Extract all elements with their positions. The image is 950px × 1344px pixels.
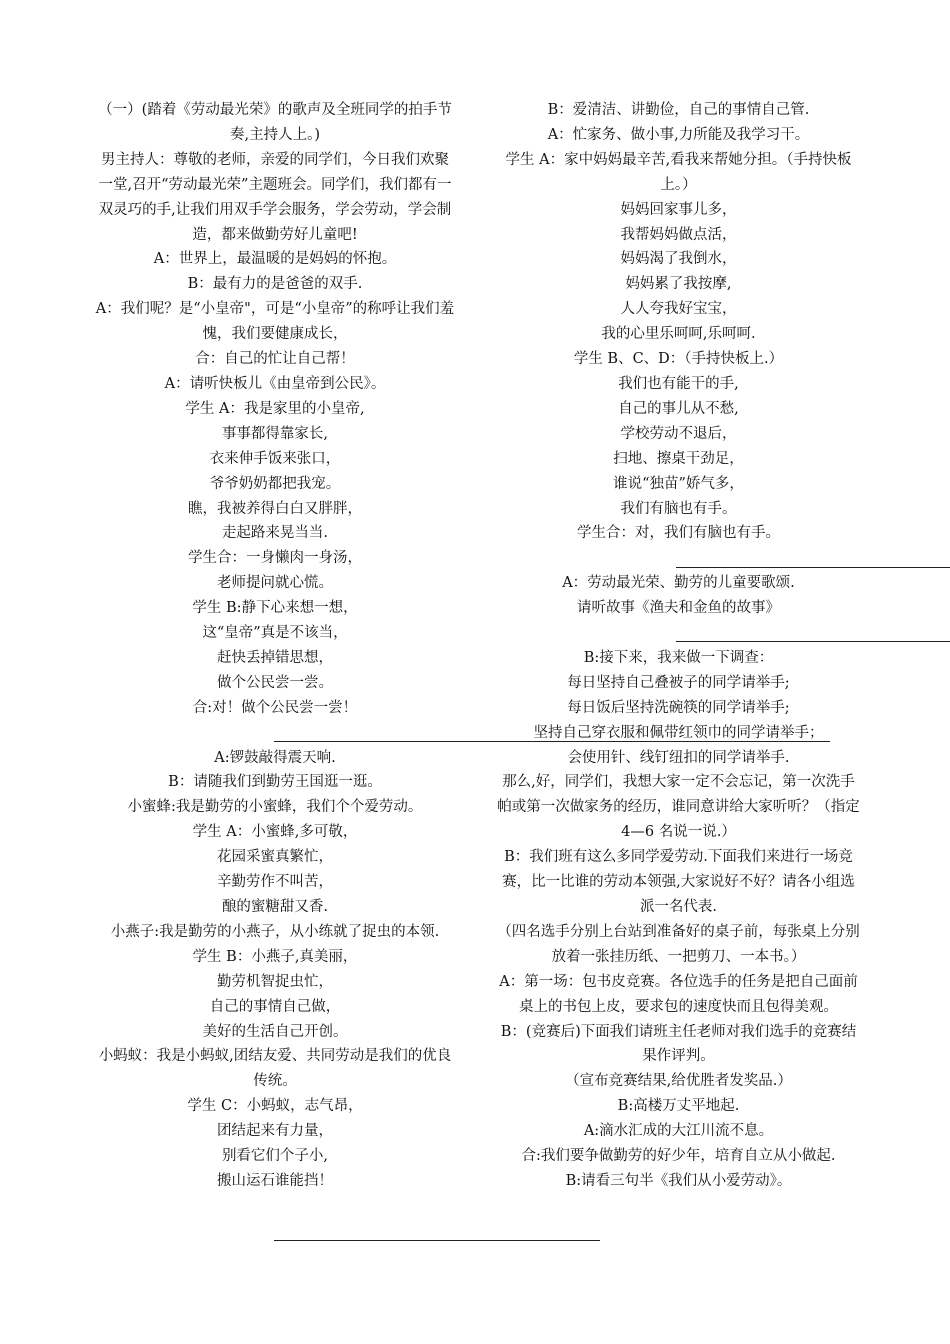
text-line: 做个公民尝一尝。 bbox=[217, 674, 333, 691]
text-line: B:接下来，我来做一下调查： bbox=[583, 649, 774, 666]
text-line: 赶快丢掉错思想， bbox=[217, 649, 333, 666]
text-line: B:高楼万丈平地起. bbox=[617, 1098, 740, 1115]
divider-line bbox=[274, 741, 830, 742]
text-line: B：爱清洁、讲勤俭，自己的事情自己管. bbox=[547, 102, 810, 118]
text-line: B:请看三句半《我们从小爱劳动》。 bbox=[565, 1172, 792, 1189]
left-column bbox=[95, 98, 455, 1194]
text-line: A：忙家务、做小事,力所能及我学习干。 bbox=[547, 126, 810, 143]
text-line: 那么,好，同学们，我想大家一定不会忘记，第一次洗手帕或第一次做家务的经历，谁同意讲给大家听听？（指定 4—6 名说一说.） bbox=[497, 774, 860, 841]
text-line: 我们也有能干的手, bbox=[618, 375, 739, 392]
text-line: 小蚂蚁：我是小蚂蚁,团结友爱、共同劳动是我们的优良传统。 bbox=[98, 1048, 452, 1090]
text-line: 合:对！做个公民尝一尝！ bbox=[192, 699, 358, 716]
text-line: 学生 A：小蜜蜂,多可敬， bbox=[192, 824, 358, 841]
text-line: 瞧，我被养得白白又胖胖， bbox=[188, 500, 362, 517]
text-line: 自己的事情自己做， bbox=[209, 998, 341, 1015]
text-line: 学生 A：家中妈妈最辛苦,看我来帮她分担。（手持快板上。） bbox=[505, 151, 852, 193]
text-line: 小燕子:我是勤劳的小燕子，从小练就了捉虫的本领. bbox=[110, 923, 440, 940]
text-line: 请听故事《渔夫和金鱼的故事》 bbox=[577, 600, 780, 617]
text-line: A：世界上，最温暖的是妈妈的怀抱。 bbox=[153, 251, 397, 268]
text-line: 爷爷奶奶都把我宠。 bbox=[209, 475, 341, 492]
text-line: 美好的生活自己开创。 bbox=[202, 1023, 348, 1040]
divider-line bbox=[274, 1240, 600, 1241]
text-line: 学生 B：小燕子,真美丽， bbox=[192, 948, 358, 965]
text-line: 妈妈累了我按摩, bbox=[625, 276, 732, 293]
text-line: 自己的事儿从不愁, bbox=[618, 400, 739, 417]
text-line: 别看它们个子小, bbox=[221, 1148, 329, 1165]
text-line: 学生 C：小蚂蚁，志气昂， bbox=[187, 1098, 363, 1115]
text-line: A：第一场：包书皮竞赛。各位选手的任务是把自己面前桌上的书包上皮，要求包的速度快而且包得美观。 bbox=[499, 973, 858, 1015]
right-column bbox=[495, 98, 862, 1194]
text-line: 我们有脑也有手。 bbox=[620, 500, 737, 517]
text-line: 我的心里乐呵呵,乐呵呵. bbox=[601, 326, 756, 343]
text-line: 这“皇帝”真是不该当， bbox=[202, 625, 348, 642]
text-line: 团结起来有力量， bbox=[217, 1123, 333, 1140]
text-line: B：(竞赛后)下面我们请班主任老师对我们选手的竞赛结果作评判。 bbox=[500, 1023, 857, 1065]
text-line: 妈妈渴了我倒水， bbox=[620, 251, 737, 268]
text-line: 小蜜蜂:我是勤劳的小蜜蜂，我们个个爱劳动。 bbox=[127, 799, 423, 816]
text-line: 学生合：一身懒肉一身汤， bbox=[188, 550, 362, 567]
text-line: 会使用针、线钉纽扣的同学请举手. bbox=[567, 749, 790, 766]
text-line: 学校劳动不退后， bbox=[620, 425, 737, 442]
text-line: 走起路来晃当当. bbox=[221, 525, 329, 542]
text-line: 衣来伸手饭来张口， bbox=[209, 450, 341, 467]
text-line: A：劳动最光荣、勤劳的儿童要歌颂. bbox=[562, 575, 795, 592]
text-line: 人人夸我好宝宝， bbox=[620, 301, 737, 318]
text-line: 合：自己的忙让自己帮！ bbox=[195, 351, 355, 368]
divider-line bbox=[676, 567, 950, 568]
text-line: 老师提问就心慌。 bbox=[217, 575, 333, 592]
text-line: 辛勤劳作不叫苦， bbox=[217, 874, 333, 891]
text-line: B：最有力的是爸爸的双手. bbox=[187, 276, 363, 293]
text-line: 勤劳机智捉虫忙， bbox=[217, 973, 333, 990]
text-line: 酿的蜜糖甜又香. bbox=[221, 899, 329, 915]
text-line: A：请听快板儿《由皇帝到公民》。 bbox=[164, 375, 386, 392]
text-line: 男主持人：尊敬的老师，亲爱的同学们，今日我们欢聚一堂,召开“劳动最光荣”主题班会。同学们，我们都有一双灵巧的手,让我们用双手学会服务，学会劳动，学会制造，都来做勤劳好儿童吧! bbox=[98, 151, 452, 243]
text-line: 学生合：对，我们有脑也有手。 bbox=[577, 525, 780, 542]
text-line: 学生 A：我是家里的小皇帝, bbox=[185, 400, 365, 417]
spacer-line bbox=[495, 621, 862, 646]
text-line: 每日坚持自己叠被子的同学请举手; bbox=[567, 674, 790, 691]
text-line: 花园采蜜真繁忙， bbox=[217, 849, 333, 866]
text-line: 搬山运石谁能挡！ bbox=[217, 1172, 333, 1189]
text-line: B：请随我们到勤劳王国逛一逛。 bbox=[168, 774, 382, 791]
divider-line bbox=[676, 641, 950, 642]
text-line: （四名选手分别上台站到准备好的桌子前，每张桌上分别放着一张挂历纸、一把剪刀、一本书。） bbox=[497, 923, 860, 965]
text-line: （宣布竞赛结果,给优胜者发奖品.） bbox=[565, 1073, 792, 1090]
text-line: 事事都得靠家长, bbox=[221, 425, 329, 442]
text-line: 每日饭后坚持洗碗筷的同学请举手; bbox=[567, 699, 790, 716]
text-line: 学生 B:静下心来想一想， bbox=[192, 600, 358, 617]
text-line: 谁说“独苗”娇气多， bbox=[613, 475, 744, 492]
text-line: 合:我们要争做勤劳的好少年，培育自立从小做起. bbox=[521, 1148, 836, 1165]
text-line: A：我们呢？是“小皇帝"，可是“小皇帝”的称呼让我们羞愧，我们要健康成长， bbox=[95, 301, 455, 343]
text-line: A:滴水汇成的大江川流不息。 bbox=[583, 1123, 774, 1140]
text-line: 学生 B、C、D：（手持快板上.） bbox=[573, 351, 784, 368]
text-line: A:锣鼓敲得震天响. bbox=[214, 749, 336, 766]
text-line: 妈妈回家事儿多， bbox=[620, 201, 737, 218]
text-line: 坚持自己穿衣服和佩带红领巾的同学请举手； bbox=[533, 724, 824, 741]
text-line: 扫地、擦桌干劲足， bbox=[613, 450, 744, 467]
text-line: B：我们班有这么多同学爱劳动.下面我们来进行一场竞赛，比一比谁的劳动本领强,大家说好不好？请各小组选派一名代表. bbox=[502, 849, 855, 915]
text-line: 我帮妈妈做点活， bbox=[620, 226, 737, 243]
text-line: （一）(踏着《劳动最光荣》的歌声及全班同学的拍手节奏,主持人上。) bbox=[98, 102, 452, 143]
